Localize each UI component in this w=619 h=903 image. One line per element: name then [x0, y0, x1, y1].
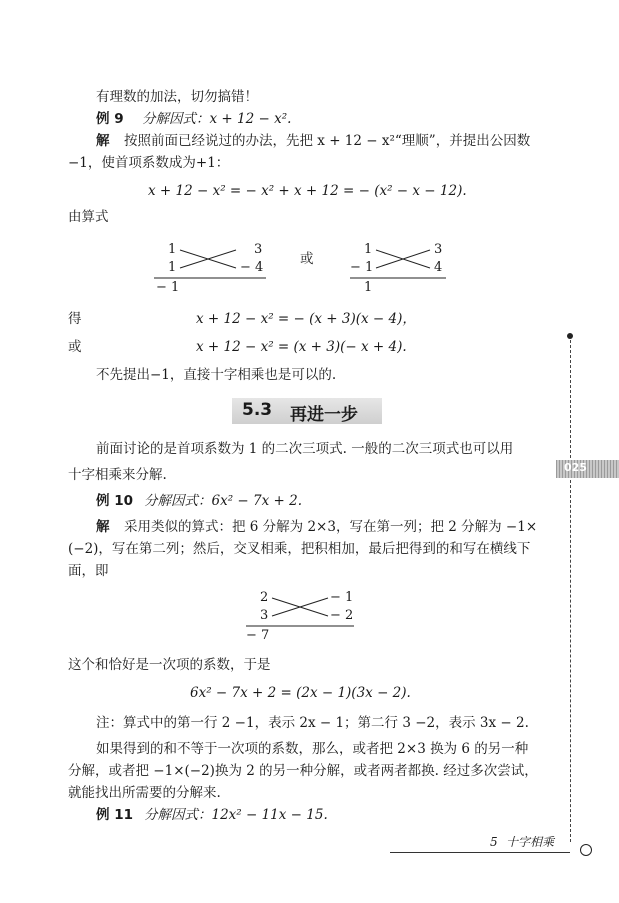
example-label: 例 11: [96, 807, 133, 823]
diagram-value: 1: [168, 242, 177, 257]
text-line: 采用类似的算式：把 6 分解为 2×3，写在第一列；把 2 分解为 −1×: [124, 519, 538, 535]
footer-chapter-title: 十字相乘: [506, 835, 555, 849]
equation: x + 12 − x² = (x + 3)(− x + 4).: [196, 339, 407, 355]
cross-diagram-2: [346, 238, 466, 298]
footer-chapter-number: 5: [490, 835, 498, 849]
diagram-value: 1: [364, 242, 373, 257]
equation: x + 12 − x² = − (x + 3)(x − 4)，: [196, 311, 416, 327]
text-line: 或: [68, 339, 82, 355]
diagram-value: 4: [434, 260, 443, 275]
example-label: 例 10: [96, 493, 133, 509]
text-line: 不先提出−1，直接十字相乘也是可以的.: [96, 367, 337, 383]
text-line: −1，使首项系数成为+1：: [68, 155, 230, 171]
diagram-value: − 1: [350, 260, 374, 275]
text-line: 分解，或者把 −1×(−2)换为 2 的另一种分解，或者两者都换. 经过多次尝试，: [68, 763, 538, 779]
text-line: 由算式: [68, 209, 109, 225]
solution-label: 解: [96, 133, 110, 149]
text-line: 十字相乘来分解.: [68, 467, 167, 483]
diagram-sum: 1: [364, 280, 373, 295]
diagram-value: 3: [434, 242, 443, 257]
text-line: (−2)，写在第二列；然后，交叉相乘，把积相加，最后把得到的和写在横线下: [68, 541, 531, 557]
cross-diagram-1: [150, 238, 270, 298]
text-line: 按照前面已经说过的办法，先把 x + 12 − x²“理顺”，并提出公因数: [124, 133, 531, 149]
equation: 6x² − 7x + 2 = (2x − 1)(3x − 2).: [190, 685, 411, 701]
example-text: 分解因式：12x² − 11x − 15.: [144, 807, 328, 823]
example-text: 分解因式：x + 12 − x².: [142, 111, 292, 127]
text-line: 得: [68, 311, 82, 327]
section-title: 再进一步: [290, 405, 358, 425]
equation: x + 12 − x² = − x² + x + 12 = − (x² − x − 12).: [148, 183, 467, 199]
margin-guide-upper: [570, 340, 571, 458]
text-line: 前面讨论的是首项系数为 1 的二次三项式. 一般的二次三项式也可以用: [96, 441, 514, 457]
diagram-value: 2: [260, 590, 269, 605]
diagram-sum: − 1: [156, 280, 180, 295]
text-line: 注：算式中的第一行 2 −1，表示 2x − 1；第二行 3 −2，表示 3x − 2.: [96, 715, 529, 731]
diagram-sum: − 7: [246, 628, 270, 643]
footer-circle-icon: [580, 844, 592, 856]
page-number-tab: [556, 460, 619, 478]
text-line: 就能找出所需要的分解来.: [68, 785, 221, 801]
footer-rule: [390, 852, 570, 853]
section-heading: [232, 398, 382, 424]
text-line: 如果得到的和不等于一次项的系数，那么，或者把 2×3 换为 6 的另一种: [96, 741, 529, 757]
diagram-value: 3: [254, 242, 263, 257]
text-line: 这个和恰好是一次项的系数，于是: [68, 657, 271, 673]
diagram-value: − 1: [330, 590, 354, 605]
diagram-value: 3: [260, 608, 269, 623]
section-number: 5.3: [242, 400, 273, 420]
cross-diagram-3: [242, 586, 362, 646]
diagram-value: − 4: [240, 260, 264, 275]
text-line: 面，即: [68, 563, 109, 579]
page-number: 025: [564, 461, 587, 474]
diagram-value: 1: [168, 260, 177, 275]
margin-guide-lower: [570, 480, 571, 842]
diagram-value: − 2: [330, 608, 354, 623]
margin-dot: [567, 333, 573, 339]
solution-label: 解: [96, 519, 110, 535]
example-label: 例 9: [96, 111, 124, 127]
text-line: 有理数的加法，切勿搞错！: [96, 89, 258, 105]
example-text: 分解因式：6x² − 7x + 2.: [144, 493, 302, 509]
text-line: 或: [300, 251, 314, 267]
